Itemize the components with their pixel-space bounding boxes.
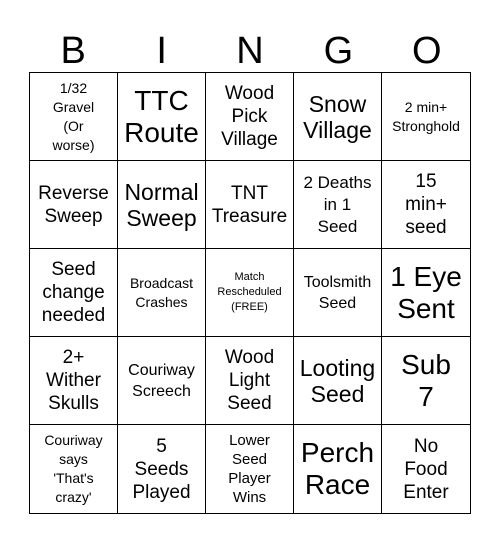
bingo-cell-r2c5[interactable] [382, 161, 470, 249]
header-letter-g: G [323, 30, 354, 72]
cell-text: Couriway says 'That's crazy' [44, 432, 103, 505]
header-letter-n: N [236, 30, 264, 72]
bingo-cell-r2c1[interactable] [30, 161, 118, 249]
cell-text: Match Rescheduled (FREE) [217, 271, 282, 313]
bingo-cell-r1c5[interactable] [382, 73, 470, 161]
bingo-header [29, 30, 471, 72]
cell-text: Snow Village [303, 90, 372, 143]
bingo-cell-r5c3[interactable] [206, 425, 294, 513]
bingo-cell-r1c4[interactable] [294, 73, 382, 161]
bingo-cell-r1c2[interactable] [118, 73, 206, 161]
bingo-cell-r4c3[interactable] [206, 337, 294, 425]
bingo-cell-r1c1[interactable] [30, 73, 118, 161]
cell-text: Perch Race [300, 437, 375, 500]
cell-text: Toolsmith Seed [303, 273, 372, 312]
bingo-cell-r3c3[interactable] [206, 249, 294, 337]
header-letter-o: O [412, 30, 442, 72]
bingo-board [29, 72, 471, 514]
bingo-cell-r5c2[interactable] [118, 425, 206, 513]
cell-text: 15 min+ seed [405, 171, 447, 238]
bingo-cell-r4c5[interactable] [382, 337, 470, 425]
cell-text: TNT Treasure [211, 182, 288, 227]
cell-text: Sub 7 [401, 348, 451, 412]
bingo-cell-r3c4[interactable] [294, 249, 382, 337]
header-letter-b: B [60, 30, 86, 72]
cell-text: 2 Deaths in 1 Seed [303, 172, 372, 236]
header-letter-i: I [156, 30, 167, 72]
cell-text: TTC Route [124, 84, 199, 148]
bingo-cell-r3c5[interactable] [382, 249, 470, 337]
bingo-cell-r1c3[interactable] [206, 73, 294, 161]
cell-text: No Food Enter [403, 435, 449, 503]
cell-text: Normal Sweep [124, 178, 199, 231]
cell-text: Looting Seed [299, 354, 376, 407]
bingo-cell-r3c2[interactable] [118, 249, 206, 337]
bingo-cell-r5c1[interactable] [30, 425, 118, 513]
cell-text: Broadcast Crashes [129, 274, 194, 310]
cell-text: Wood Pick Village [221, 83, 278, 150]
cell-text: Couriway Screech [128, 361, 195, 400]
cell-text: 2 min+ Stronghold [392, 98, 460, 134]
bingo-cell-r2c4[interactable] [294, 161, 382, 249]
cell-text: 1 Eye Sent [390, 260, 462, 324]
bingo-cell-r5c5[interactable] [382, 425, 470, 513]
cell-text: Wood Light Seed [224, 347, 275, 414]
cell-text: 1/32 Gravel (Or worse) [52, 79, 95, 153]
bingo-cell-r3c1[interactable] [30, 249, 118, 337]
bingo-cell-r4c4[interactable] [294, 337, 382, 425]
bingo-cell-r5c4[interactable] [294, 425, 382, 513]
bingo-cell-r2c2[interactable] [118, 161, 206, 249]
cell-text: 2+ Wither Skulls [46, 347, 101, 414]
cell-text: Seed change needed [41, 259, 106, 326]
cell-text: 5 Seeds Played [132, 435, 191, 503]
bingo-cell-r4c1[interactable] [30, 337, 118, 425]
cell-text: Reverse Sweep [38, 182, 109, 227]
bingo-cell-r2c3[interactable] [206, 161, 294, 249]
cell-text: Lower Seed Player Wins [228, 432, 271, 506]
bingo-cell-r4c2[interactable] [118, 337, 206, 425]
